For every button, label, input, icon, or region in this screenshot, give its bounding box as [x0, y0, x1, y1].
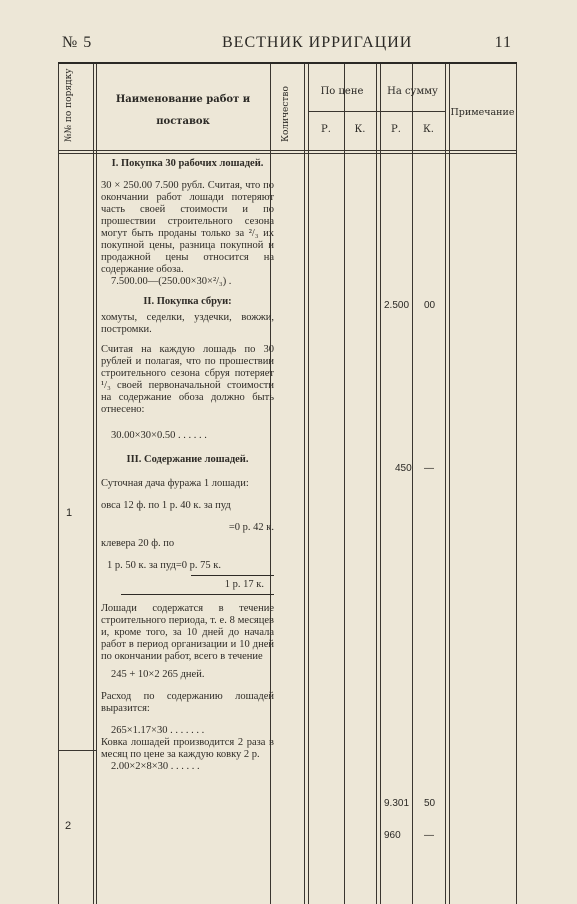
section-text: Ковка лошадей производится 2 раза в месяц по цене за каждую ковку 2 р.: [101, 737, 274, 760]
row-number: 1: [66, 507, 73, 519]
column-sum-rub-header: Р.: [391, 124, 401, 135]
sum-kop: —: [424, 463, 434, 474]
ration-line: 1 р. 50 к. за пуд=0 р. 75 к.: [107, 560, 221, 571]
sum-kop: 00: [424, 300, 436, 311]
ration-line: овса 12 ф. по 1 р. 40 к. за пуд: [101, 500, 231, 511]
column-sum-kop-header: К.: [423, 124, 434, 135]
issue-number: № 5: [62, 34, 93, 51]
section-heading: I. Покупка 30 рабочих лошадей.: [111, 158, 264, 169]
formula: 7.500.00—(250.00×30×²/₃) .: [111, 276, 232, 287]
section-text: Расход по содержанию лошадей выразится:: [101, 691, 274, 714]
formula: 2.00×2×8×30 . . . . . .: [111, 761, 200, 772]
column-quantity-header: Количество: [281, 86, 291, 142]
row-number: 2: [65, 820, 72, 832]
formula: 245 + 10×2 265 дней.: [111, 669, 205, 680]
column-number-header: №№ по порядку: [64, 68, 74, 142]
sum-rub: 2.500: [384, 300, 410, 311]
section-heading: II. Покупка сбруи:: [143, 296, 232, 307]
ration-line: клевера 20 ф. по: [101, 538, 175, 549]
ration-total: 1 р. 17 к.: [224, 579, 264, 590]
works-description: [101, 150, 274, 773]
sum-rub: 9.301: [384, 798, 410, 809]
sum-rub: 450: [395, 463, 412, 474]
page-header: [62, 34, 512, 56]
sum-kop: —: [424, 830, 434, 841]
column-price-kop-header: К.: [354, 124, 366, 135]
journal-title: ВЕСТНИК ИРРИГАЦИИ: [222, 34, 413, 51]
sum-rub: 960: [384, 830, 401, 841]
section-text: Считая на каждую лошадь по 30 рублей и полагая, что по прошествии строительного сезона сбруя потеряет ¹/₃ своей первоначальной стоимости на содержание обоза должно быть отнесено:: [101, 344, 274, 415]
sum-kop: 50: [424, 798, 436, 809]
section-text: 30 × 250.00 7.500 рубл. Считая, что по окончании работ лошади потеряют часть своей стоимости и по прошествии строительного сезона могут быть проданы только за ²/₃ их покупной цены, разница покупной и продажной цены относится на содержание обоза.: [101, 180, 274, 275]
ration-line: =0 р. 42 к.: [228, 522, 274, 533]
section-text: Суточная дача фуража 1 лошади:: [101, 478, 249, 489]
section-text: Лошади содержатся в течение строительного периода, т. е. 8 месяцев и, кроме того, за 10 дней до начала работ в период организации и 10 дней по окончании работ, всего в течение: [101, 603, 274, 662]
page-number: 11: [494, 34, 512, 51]
column-price-rub-header: Р.: [321, 124, 331, 135]
column-price-header: По цене: [320, 86, 364, 97]
section-text: хомуты, седелки, уздечки, вожжи, постромки.: [101, 312, 274, 335]
formula: 265×1.17×30 . . . . . . .: [111, 725, 205, 736]
section-heading: III. Содержание лошадей.: [126, 454, 249, 465]
column-sum-header: На сумму: [387, 86, 438, 97]
column-notes-header: Примечание: [450, 107, 515, 118]
column-name-header: Наименование работ и поставок: [115, 94, 251, 127]
formula: 30.00×30×0.50 . . . . . .: [111, 430, 207, 441]
